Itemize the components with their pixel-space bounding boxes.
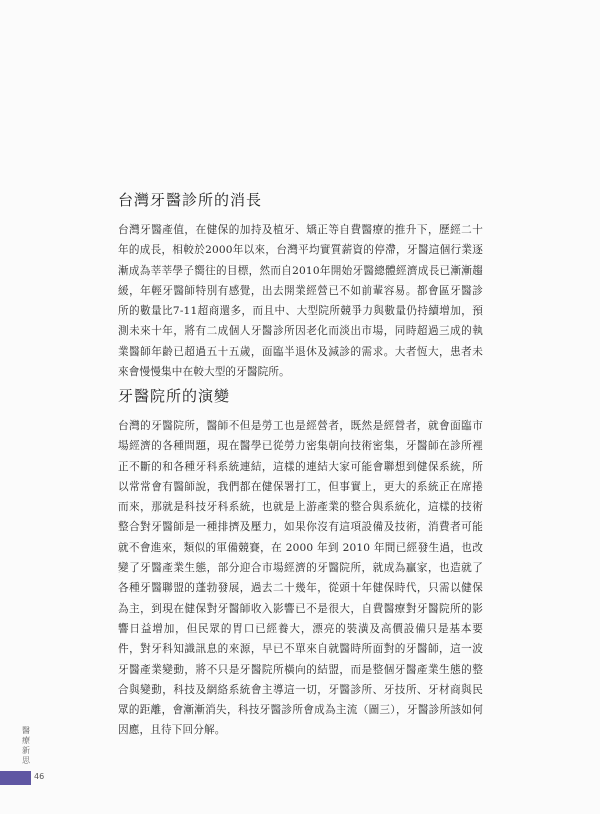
sidebar-column-title <box>20 726 32 766</box>
sidebar-char: 療 <box>22 736 30 745</box>
section-dental-clinic-trends <box>118 189 483 382</box>
sidebar-char: 思 <box>22 756 30 765</box>
page-number: 46 <box>34 772 45 781</box>
section-heading: 牙醫院所的演變 <box>118 387 231 405</box>
sidebar-char: 新 <box>22 746 30 755</box>
sidebar-char: 醫 <box>22 726 30 735</box>
section-dental-clinic-evolution <box>118 385 483 741</box>
section-heading: 台灣牙醫診所的消長 <box>118 191 263 209</box>
page-accent-bar <box>0 771 31 785</box>
section-body: 台灣的牙醫院所，醫師不但是勞工也是經營者，既然是經營者，就會面臨市場經濟的各種問題，現在醫學已從勞力密集朝向技術密集，牙醫師在診所裡正不斷的和各種牙科系統連結，這樣的連結大家可能會聯想到健保系統，所以常常會有醫師說，我們都在健保署打工，但事實上，更大的系統正在席捲而來，那就是科技牙科系統，也就是上游產業的整合與系統化，這樣的技術整合對牙醫師是一種排擠及壓力，如果你沒有這項設備及技術，消費者可能就不會進來，類似的軍備競賽，在 2000 年到 2010 年間已經發生過，也改變了牙醫產業生態，部分迎合市場經濟的牙醫院所，就成為贏家，也造就了各種牙醫聯盟的蓬勃發展，過去二十幾年，從頭十年健保時代，只需以健保為主，到現在健保對牙醫師收入影響已不是很大，自費醫療對牙醫院所的影響日益增加，但民眾的胃口已經養大，漂亮的裝潢及高價設備只是基本要件，對牙科知識訊息的來源，早已不單來自就醫時所面對的牙醫師，這一波牙醫產業變動，將不只是牙醫院所橫向的結盟，而是整個牙醫產業生態的整合與變動，科技及網絡系統會主導這一切，牙醫診所、牙技所、牙材商與民眾的距離，會漸漸消失，科技牙醫診所會成為主流（圖三），牙醫診所該如何因應，且待下回分解。 <box>118 420 483 737</box>
section-body: 台灣牙醫產值，在健保的加持及植牙、矯正等自費醫療的推升下，歷經二十年的成長，相較於2000年以來，台灣平均實質薪資的停滯，牙醫這個行業逐漸成為莘莘學子嚮往的目標，然而自2010年開始牙醫總體經濟成長已漸漸趨緩，年輕牙醫師特別有感覺，出去開業經營已不如前輩容易。都會區牙醫診所的數量比7-11超商還多，而且中、大型院所競爭力與數量仍持續增加，預測未來十年，將有二成個人牙醫診所因老化而淡出市場，同時超過三成的執業醫師年齡已超過五十五歲，面臨半退休及減診的需求。大者恆大，患者未來會慢慢集中在較大型的牙醫院所。 <box>118 224 483 379</box>
